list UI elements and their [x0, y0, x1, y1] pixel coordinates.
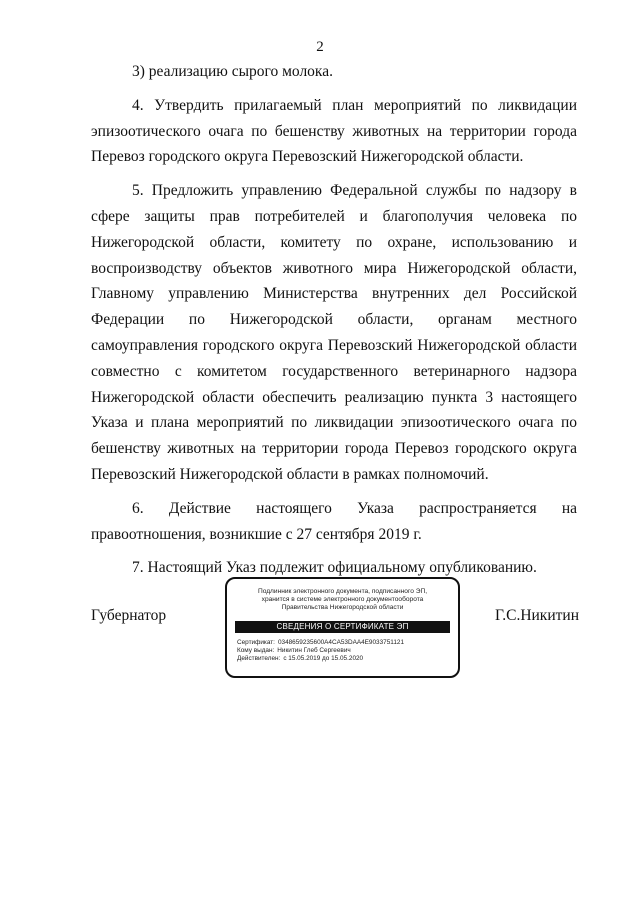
stamp-detail-value: 0348659235600A4CA53DAA4E9033751121: [277, 639, 404, 646]
paragraph-4: 4. Утвердить прилагаемый план мероприятий по ликвидации эпизоотического очага по бешенству животных на территории города Перевоз городского округа Перевозский Нижегородской области.: [91, 96, 577, 166]
electronic-signature-stamp: [225, 577, 460, 678]
paragraph-7: 7. Настоящий Указ подлежит официальному опубликованию.: [132, 559, 537, 577]
stamp-certificate-bar: СВЕДЕНИЯ О СЕРТИФИКАТЕ ЭП: [235, 621, 450, 633]
stamp-details: [237, 639, 450, 663]
signatory-name: Г.С.Никитин: [495, 607, 579, 624]
signatory-title: Губернатор: [91, 607, 167, 624]
stamp-detail-value: с 15.05.2019 до 15.05.2020: [283, 655, 364, 662]
stamp-detail-certificate: [237, 639, 450, 647]
page-number: 2: [316, 39, 324, 55]
stamp-detail-issued-to: [237, 647, 450, 655]
stamp-header-line: Правительства Нижегородской области: [281, 604, 404, 612]
paragraph-item-3: 3) реализацию сырого молока.: [132, 63, 333, 80]
stamp-header-line: Подлинник электронного документа, подписанного ЭП,: [257, 588, 428, 595]
stamp-detail-valid: [237, 655, 450, 663]
stamp-detail-label: Кому выдан:: [237, 647, 275, 654]
stamp-detail-value: Никитин Глеб Сергеевич: [277, 647, 351, 654]
stamp-header-line: хранится в системе электронного документооборота: [261, 596, 424, 604]
stamp-detail-label: Сертификат:: [237, 639, 275, 646]
document-body: [91, 59, 577, 581]
paragraph-6: 6. Действие настоящего Указа распространяется на правоотношения, возникшие с 27 сентября 2019 г.: [91, 499, 577, 543]
stamp-detail-label: Действителен:: [237, 655, 281, 662]
paragraph-5: 5. Предложить управлению Федеральной службы по надзору в сфере защиты прав потребителей и благополучия человека по Нижегородской области, комитету по охране, использованию и воспроизводству объектов животного мира Нижегородской области, Главному управлению Министерства внутренних дел Российской Федерации по Нижегородской области, органам местного самоуправления городского округа Перевозский Нижегородской области совместно с комитетом государственного ветеринарного надзора Нижегородской области обеспечить реализацию пункта 3 настоящего Указа и плана мероприятий по ликвидации эпизоотического очага по бешенству животных на территории города Перевоз городского округа Перевозский Нижегородской области в рамках полномочий.: [91, 182, 577, 483]
stamp-header: [235, 588, 450, 613]
